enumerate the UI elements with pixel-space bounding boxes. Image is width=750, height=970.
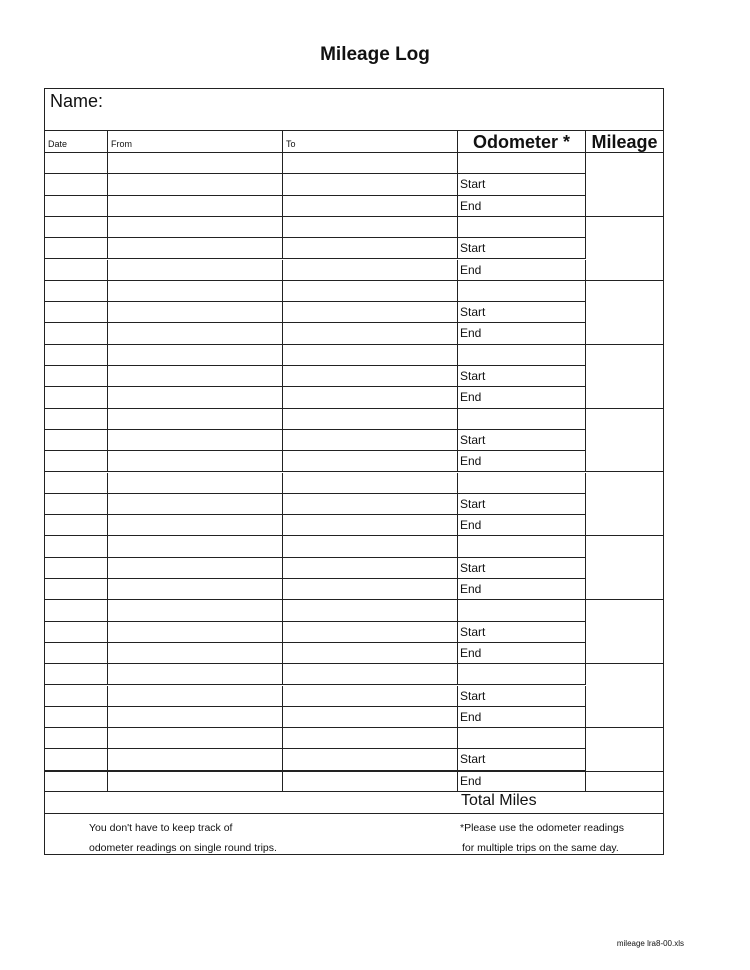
date-cell[interactable] bbox=[45, 345, 108, 366]
odometer-cell[interactable] bbox=[458, 196, 586, 217]
odometer-cell[interactable] bbox=[458, 579, 586, 600]
header-mileage: Mileage bbox=[586, 131, 663, 153]
to-cell[interactable] bbox=[283, 217, 458, 238]
odometer-start-label: Start bbox=[460, 305, 486, 320]
from-cell[interactable] bbox=[108, 217, 283, 238]
date-cell[interactable] bbox=[45, 558, 108, 579]
odometer-start-label: Start bbox=[460, 560, 486, 575]
odometer-end-label: End bbox=[460, 262, 482, 277]
to-cell[interactable] bbox=[283, 536, 458, 557]
page-title: Mileage Log bbox=[320, 44, 430, 65]
to-cell[interactable] bbox=[283, 281, 458, 302]
to-cell[interactable] bbox=[283, 515, 458, 536]
from-cell[interactable] bbox=[108, 387, 283, 408]
header-date-label: Date bbox=[48, 139, 68, 149]
mileage-cell[interactable] bbox=[586, 536, 663, 600]
date-cell[interactable] bbox=[45, 196, 108, 217]
odometer-cell[interactable] bbox=[458, 728, 586, 749]
to-cell[interactable] bbox=[283, 643, 458, 664]
date-cell[interactable] bbox=[45, 387, 108, 408]
mileage-cell[interactable] bbox=[586, 217, 663, 281]
odometer-cell[interactable] bbox=[458, 260, 586, 281]
odometer-cell[interactable] bbox=[458, 707, 586, 728]
to-cell[interactable] bbox=[283, 473, 458, 494]
from-cell[interactable] bbox=[108, 494, 283, 515]
from-cell[interactable] bbox=[108, 196, 283, 217]
odometer-cell[interactable] bbox=[458, 430, 586, 451]
date-cell[interactable] bbox=[45, 622, 108, 643]
date-cell[interactable] bbox=[45, 323, 108, 344]
date-cell[interactable] bbox=[45, 536, 108, 557]
odometer-cell[interactable] bbox=[458, 281, 586, 302]
header-to bbox=[283, 131, 458, 153]
date-cell[interactable] bbox=[45, 238, 108, 259]
from-cell[interactable] bbox=[108, 536, 283, 557]
note-left-line1: You don't have to keep track of bbox=[89, 822, 233, 834]
odometer-end-label: End bbox=[460, 326, 482, 341]
mileage-cell[interactable] bbox=[586, 281, 663, 345]
from-cell[interactable] bbox=[108, 622, 283, 643]
mileage-cell[interactable] bbox=[586, 600, 663, 664]
odometer-end-label: End bbox=[460, 645, 482, 660]
header-to-label: To bbox=[286, 139, 296, 149]
odometer-cell[interactable] bbox=[458, 494, 586, 515]
odometer-cell[interactable] bbox=[458, 153, 586, 174]
odometer-cell[interactable] bbox=[458, 302, 586, 323]
to-cell[interactable] bbox=[283, 409, 458, 430]
date-cell[interactable] bbox=[45, 153, 108, 174]
to-cell[interactable] bbox=[283, 302, 458, 323]
name-label: Name: bbox=[50, 91, 104, 111]
from-cell[interactable] bbox=[108, 600, 283, 621]
from-cell[interactable] bbox=[108, 558, 283, 579]
date-cell[interactable] bbox=[45, 366, 108, 387]
note-left-line2: odometer readings on single round trips. bbox=[89, 842, 277, 854]
to-cell[interactable] bbox=[283, 494, 458, 515]
to-cell[interactable] bbox=[283, 323, 458, 344]
from-cell[interactable] bbox=[108, 345, 283, 366]
header-from bbox=[108, 131, 283, 153]
from-cell[interactable] bbox=[108, 238, 283, 259]
date-cell[interactable] bbox=[45, 409, 108, 430]
date-cell[interactable] bbox=[45, 686, 108, 707]
to-cell[interactable] bbox=[283, 600, 458, 621]
mileage-cell[interactable] bbox=[586, 664, 663, 728]
mileage-cell[interactable] bbox=[586, 345, 663, 409]
to-cell[interactable] bbox=[283, 451, 458, 472]
date-cell[interactable] bbox=[45, 281, 108, 302]
to-cell[interactable] bbox=[283, 686, 458, 707]
date-cell[interactable] bbox=[45, 749, 108, 770]
name-row[interactable] bbox=[45, 89, 663, 131]
odometer-cell[interactable] bbox=[458, 238, 586, 259]
date-cell[interactable] bbox=[45, 174, 108, 195]
odometer-cell[interactable] bbox=[458, 409, 586, 430]
date-cell[interactable] bbox=[45, 302, 108, 323]
to-cell[interactable] bbox=[283, 622, 458, 643]
header-odometer: Odometer * bbox=[458, 131, 586, 153]
date-cell[interactable] bbox=[45, 260, 108, 281]
from-cell[interactable] bbox=[108, 728, 283, 749]
odometer-end-label: End bbox=[460, 454, 482, 469]
odometer-start-label: Start bbox=[460, 432, 486, 447]
mileage-log-form bbox=[44, 88, 664, 855]
odometer-end-label: End bbox=[460, 773, 482, 788]
from-cell[interactable] bbox=[108, 366, 283, 387]
to-cell[interactable] bbox=[283, 728, 458, 749]
to-cell[interactable] bbox=[283, 174, 458, 195]
odometer-end-label: End bbox=[460, 390, 482, 405]
date-cell[interactable] bbox=[45, 515, 108, 536]
from-cell[interactable] bbox=[108, 707, 283, 728]
date-cell[interactable] bbox=[45, 707, 108, 728]
odometer-end-label: End bbox=[460, 582, 482, 596]
odometer-cell[interactable] bbox=[458, 387, 586, 408]
to-cell[interactable] bbox=[283, 749, 458, 770]
odometer-cell[interactable] bbox=[458, 451, 586, 472]
from-cell[interactable] bbox=[108, 174, 283, 195]
footer-filename: mileage lra8-00.xls bbox=[616, 939, 684, 948]
note-right-line1: *Please use the odometer readings bbox=[460, 822, 625, 834]
date-cell[interactable] bbox=[45, 451, 108, 472]
note-right-line2: for multiple trips on the same day. bbox=[462, 842, 619, 854]
from-cell[interactable] bbox=[108, 664, 283, 685]
header-date bbox=[45, 131, 108, 153]
date-cell[interactable] bbox=[45, 473, 108, 494]
date-cell[interactable] bbox=[45, 494, 108, 515]
from-cell[interactable] bbox=[108, 749, 283, 770]
odometer-end-label: End bbox=[460, 518, 482, 533]
from-cell[interactable] bbox=[108, 686, 283, 707]
mileage-cell[interactable] bbox=[586, 409, 663, 473]
odometer-cell[interactable] bbox=[458, 686, 586, 707]
odometer-start-label: Start bbox=[460, 177, 486, 192]
odometer-cell[interactable] bbox=[458, 323, 586, 344]
odometer-end-label: End bbox=[460, 198, 482, 213]
date-cell[interactable] bbox=[45, 643, 108, 664]
from-cell[interactable] bbox=[108, 515, 283, 536]
to-cell[interactable] bbox=[283, 366, 458, 387]
odometer-cell[interactable] bbox=[458, 345, 586, 366]
odometer-start-label: Start bbox=[460, 369, 486, 383]
from-cell[interactable] bbox=[108, 579, 283, 600]
to-cell[interactable] bbox=[283, 430, 458, 451]
from-cell[interactable] bbox=[108, 302, 283, 323]
to-cell[interactable] bbox=[283, 664, 458, 685]
odometer-cell[interactable] bbox=[458, 515, 586, 536]
date-cell[interactable] bbox=[45, 579, 108, 600]
total-miles-row bbox=[45, 771, 663, 814]
from-cell[interactable] bbox=[108, 451, 283, 472]
from-cell[interactable] bbox=[108, 473, 283, 494]
odometer-cell[interactable] bbox=[458, 473, 586, 494]
to-cell[interactable] bbox=[283, 707, 458, 728]
to-cell[interactable] bbox=[283, 153, 458, 174]
odometer-cell[interactable] bbox=[458, 558, 586, 579]
odometer-cell[interactable] bbox=[458, 600, 586, 621]
total-miles-label: Total Miles bbox=[461, 792, 537, 809]
odometer-cell[interactable] bbox=[458, 536, 586, 557]
date-cell[interactable] bbox=[45, 664, 108, 685]
mileage-cell[interactable] bbox=[586, 473, 663, 537]
date-cell[interactable] bbox=[45, 728, 108, 749]
from-cell[interactable] bbox=[108, 153, 283, 174]
mileage-cell[interactable] bbox=[586, 153, 663, 217]
odometer-cell[interactable] bbox=[458, 643, 586, 664]
from-cell[interactable] bbox=[108, 323, 283, 344]
odometer-cell[interactable] bbox=[458, 749, 586, 770]
odometer-start-label: Start bbox=[460, 688, 486, 703]
to-cell[interactable] bbox=[283, 387, 458, 408]
odometer-cell[interactable] bbox=[458, 622, 586, 643]
odometer-end-label: End bbox=[460, 709, 482, 724]
date-cell[interactable] bbox=[45, 217, 108, 238]
odometer-start-label: Start bbox=[460, 496, 486, 511]
odometer-cell[interactable] bbox=[458, 664, 586, 685]
from-cell[interactable] bbox=[108, 643, 283, 664]
to-cell[interactable] bbox=[283, 260, 458, 281]
from-cell[interactable] bbox=[108, 409, 283, 430]
odometer-cell[interactable] bbox=[458, 366, 586, 387]
from-cell[interactable] bbox=[108, 281, 283, 302]
from-cell[interactable] bbox=[108, 430, 283, 451]
to-cell[interactable] bbox=[283, 558, 458, 579]
date-cell[interactable] bbox=[45, 600, 108, 621]
to-cell[interactable] bbox=[283, 196, 458, 217]
odometer-cell[interactable] bbox=[458, 174, 586, 195]
header-from-label: From bbox=[111, 139, 132, 149]
odometer-start-label: Start bbox=[460, 241, 486, 256]
odometer-cell[interactable] bbox=[458, 217, 586, 238]
odometer-start-label: Start bbox=[460, 624, 486, 639]
odometer-start-label: Start bbox=[460, 752, 486, 767]
to-cell[interactable] bbox=[283, 238, 458, 259]
to-cell[interactable] bbox=[283, 579, 458, 600]
date-cell[interactable] bbox=[45, 430, 108, 451]
from-cell[interactable] bbox=[108, 260, 283, 281]
to-cell[interactable] bbox=[283, 345, 458, 366]
